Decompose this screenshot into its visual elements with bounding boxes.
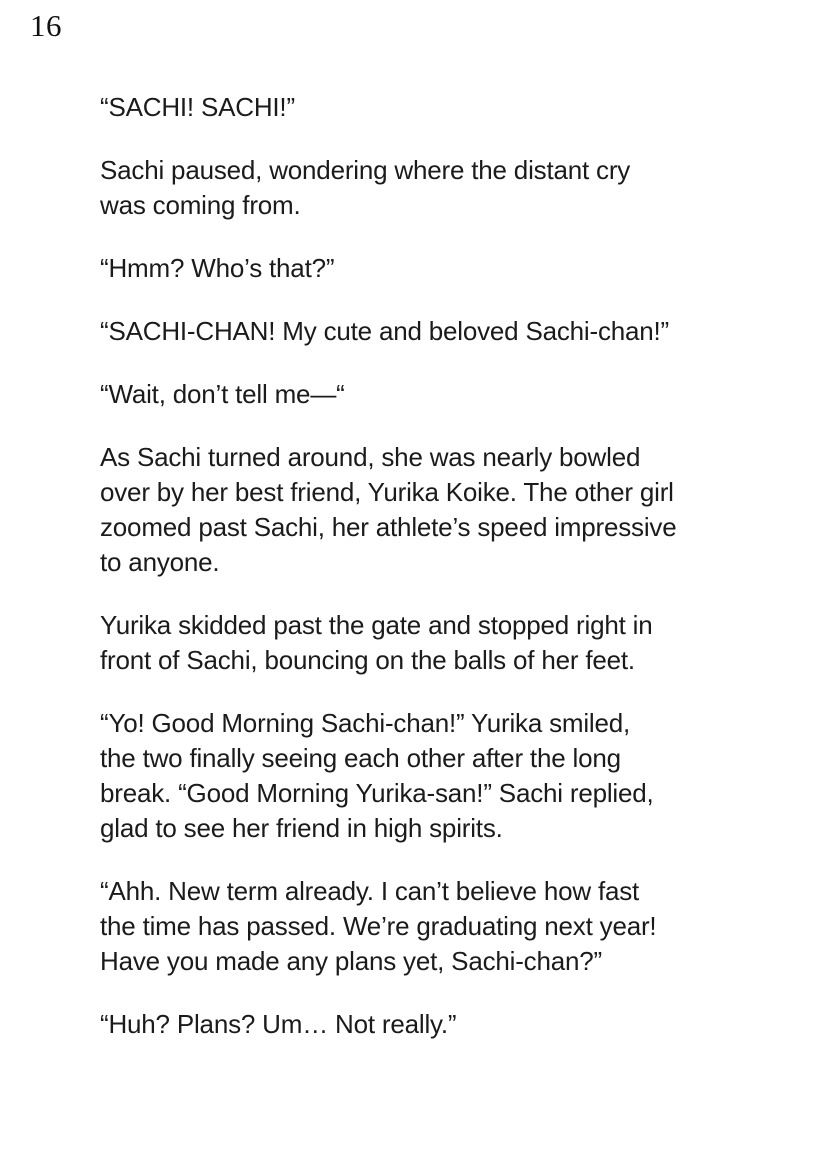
text-line: to anyone. — [100, 547, 220, 577]
text-line: over by her best friend, Yurika Koike. The other girl — [100, 477, 674, 507]
text-line: front of Sachi, bouncing on the balls of her feet. — [100, 645, 635, 675]
text-line: Yurika skidded past the gate and stopped right in — [100, 610, 653, 640]
text-line: “SACHI! SACHI!” — [100, 92, 295, 122]
text-line: the time has passed. We’re graduating next year! — [100, 911, 657, 941]
paragraph — [100, 874, 760, 979]
paragraph — [100, 440, 760, 580]
text-line: “Huh? Plans? Um… Not really.” — [100, 1009, 457, 1039]
text-content — [100, 90, 760, 1070]
paragraph — [100, 1007, 760, 1042]
text-line: Have you made any plans yet, Sachi-chan?” — [100, 946, 602, 976]
paragraph — [100, 706, 760, 846]
text-line: glad to see her friend in high spirits. — [100, 813, 503, 843]
paragraph — [100, 608, 760, 678]
text-line: the two finally seeing each other after the long — [100, 743, 621, 773]
text-line: “Hmm? Who’s that?” — [100, 253, 335, 283]
text-line: zoomed past Sachi, her athlete’s speed impressive — [100, 512, 677, 542]
text-line: break. “Good Morning Yurika-san!” Sachi replied, — [100, 778, 654, 808]
text-line: “Yo! Good Morning Sachi-chan!” Yurika smiled, — [100, 708, 631, 738]
text-line: “Wait, don’t tell me—“ — [100, 379, 345, 409]
paragraph — [100, 90, 760, 125]
paragraph — [100, 314, 760, 349]
text-line: “SACHI-CHAN! My cute and beloved Sachi-chan!” — [100, 316, 670, 346]
text-line: As Sachi turned around, she was nearly bowled — [100, 442, 641, 472]
paragraph — [100, 251, 760, 286]
text-line: was coming from. — [100, 190, 301, 220]
paragraph — [100, 153, 760, 223]
paragraph — [100, 377, 760, 412]
page-number: 16 — [30, 8, 62, 43]
text-line: “Ahh. New term already. I can’t believe how fast — [100, 876, 640, 906]
text-line: Sachi paused, wondering where the distant cry — [100, 155, 631, 185]
